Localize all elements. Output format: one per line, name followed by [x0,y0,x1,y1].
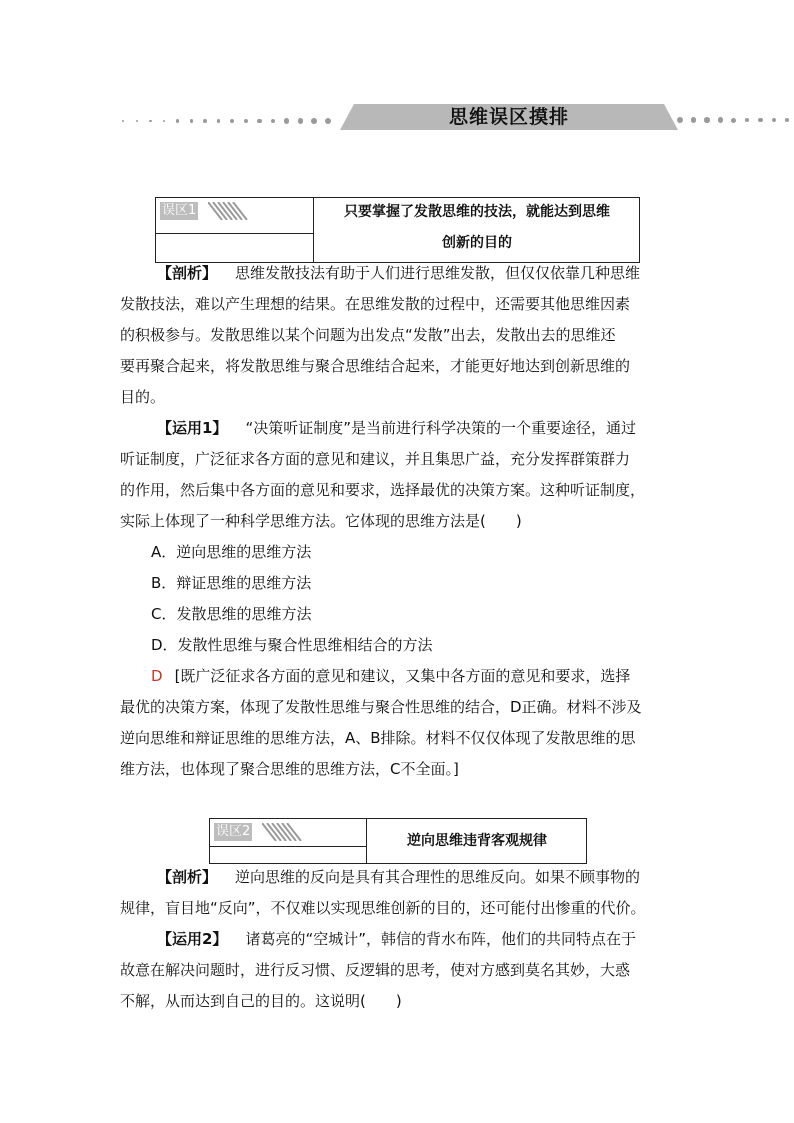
option-d: D．发散性思维与聚合性思维相结合的方法 [151,636,433,654]
zone1-title-line2: 创新的目的 [442,235,512,251]
analysis1-line-3: 的积极参与。发散思维以某个问题为出发点“发散”出去，发散出去的思维还 [120,326,616,344]
option-a: A．逆向思维的思维方法 [151,543,312,561]
zone2-tag-label: 误区2 [216,824,251,839]
header-dots-right [677,116,794,124]
decorative-dot [271,119,276,124]
decorative-dot [176,119,179,122]
analysis1-paragraph [120,258,676,413]
analysis1-line-2: 发散技法，难以产生理想的结果。在思维发散的过程中，还需要其他思维因素 [120,295,631,313]
zone2-title: 逆向思维违背客观规律 [407,833,547,849]
decorative-dot [772,118,776,122]
decorative-dot [691,117,697,123]
analysis2-line-2: 规律，盲目地“反向”，不仅难以实现思维创新的目的，还可能付出惨重的代价。 [120,899,646,917]
decorative-dot [284,118,289,123]
decorative-dot [217,119,221,123]
analysis2-label: 【剖析】 [157,868,218,886]
decorative-dot [190,119,193,122]
analysis1-label: 【剖析】 [157,264,218,282]
explanation-line-4: 维方法，也体现了聚合思维的思维方法，C不全面。] [120,760,459,778]
decorative-dot [244,119,248,123]
decorative-dot [704,117,710,123]
analysis1-line-5: 目的。 [120,388,166,406]
decorative-dot [203,119,207,123]
zone1-title-line1: 只要掌握了发散思维的技法，就能达到思维 [344,204,610,220]
decorative-dot [136,120,138,122]
practice1-explanation [120,661,676,785]
explanation-line-2: 最优的决策方案，体现了发散性思维与聚合性思维的结合，D正确。材料不涉及 [120,698,642,716]
zone2-tag-underline [210,846,366,847]
decorative-dot [758,118,763,123]
explanation-line-3: 逆向思维和辩证思维的思维方法，A、B排除。材料不仅仅体现了发散思维的思 [120,729,636,747]
practice1-line-2: 听证制度，广泛征求各方面的意见和建议，并且集思广益，充分发挥群策群力 [120,450,631,468]
analysis2-line-1: 【剖析】 逆向思维的反向是具有其合理性的思维反向。如果不顾事物的 [157,868,641,886]
practice2-paragraph [120,924,676,1017]
decorative-dot [785,118,789,122]
answer-letter: D [151,667,163,685]
zone1-tag [156,198,314,262]
practice1-line-3: 的作用，然后集中各方面的意见和要求，选择最优的决策方案。这种听证制度， [120,481,646,499]
decorative-dot [149,120,152,123]
practice1-line-1: 【运用1】 “决策听证制度”是当前进行科学决策的一个重要途径，通过 [157,419,636,437]
practice2-line-3: 不解，从而达到自己的目的。这说明( ) [120,992,402,1010]
section-header [122,100,782,134]
zone1-tag-label: 误区1 [162,203,197,218]
practice1-line-4: 实际上体现了一种科学思维方法。它体现的思维方法是( ) [120,512,522,530]
decorative-dot [311,118,317,124]
decorative-dot [677,117,683,123]
decorative-dot [257,119,262,124]
practice2-line-1: 【运用2】 诸葛亮的“空城计”，韩信的背水布阵，他们的共同特点在于 [157,930,636,948]
zone2-tag [210,819,367,863]
analysis1-line-1: 【剖析】 思维发散技法有助于人们进行思维发散，但仅仅依靠几种思维 [157,264,641,282]
decorative-dot [122,120,124,122]
decorative-dot [325,118,331,124]
analysis1-line-4: 要再聚合起来，将发散思维与聚合思维结合起来，才能更好地达到创新思维的 [120,357,631,375]
decorative-dot [745,118,750,123]
practice1-paragraph [120,413,676,537]
option-c: C．发散思维的思维方法 [151,605,312,623]
decorative-dot [731,118,736,123]
practice2-label: 【运用2】 [157,930,228,948]
practice1-label: 【运用1】 [157,419,228,437]
option-b: B．辩证思维的思维方法 [151,574,312,592]
decorative-dot [718,117,723,122]
practice2-line-2: 故意在解决问题时，进行反习惯、反逻辑的思考，使对方感到莫名其妙，大惑 [120,961,631,979]
header-dots-left [122,117,342,125]
header-banner [340,104,678,130]
zone1-tag-underline [156,233,313,234]
analysis2-paragraph [120,862,676,924]
zone2-tag-stripes [262,823,312,841]
zone1-box [155,197,640,263]
zone1-tag-stripes [208,202,258,220]
decorative-dot [230,119,234,123]
decorative-dot [163,120,166,123]
header-title: 思维误区摸排 [448,106,569,128]
zone2-box [209,818,587,864]
decorative-dot [298,118,303,123]
explanation-line-1: D [既广泛征求各方面的意见和建议，又集中各方面的意见和要求，选择 [151,667,631,685]
